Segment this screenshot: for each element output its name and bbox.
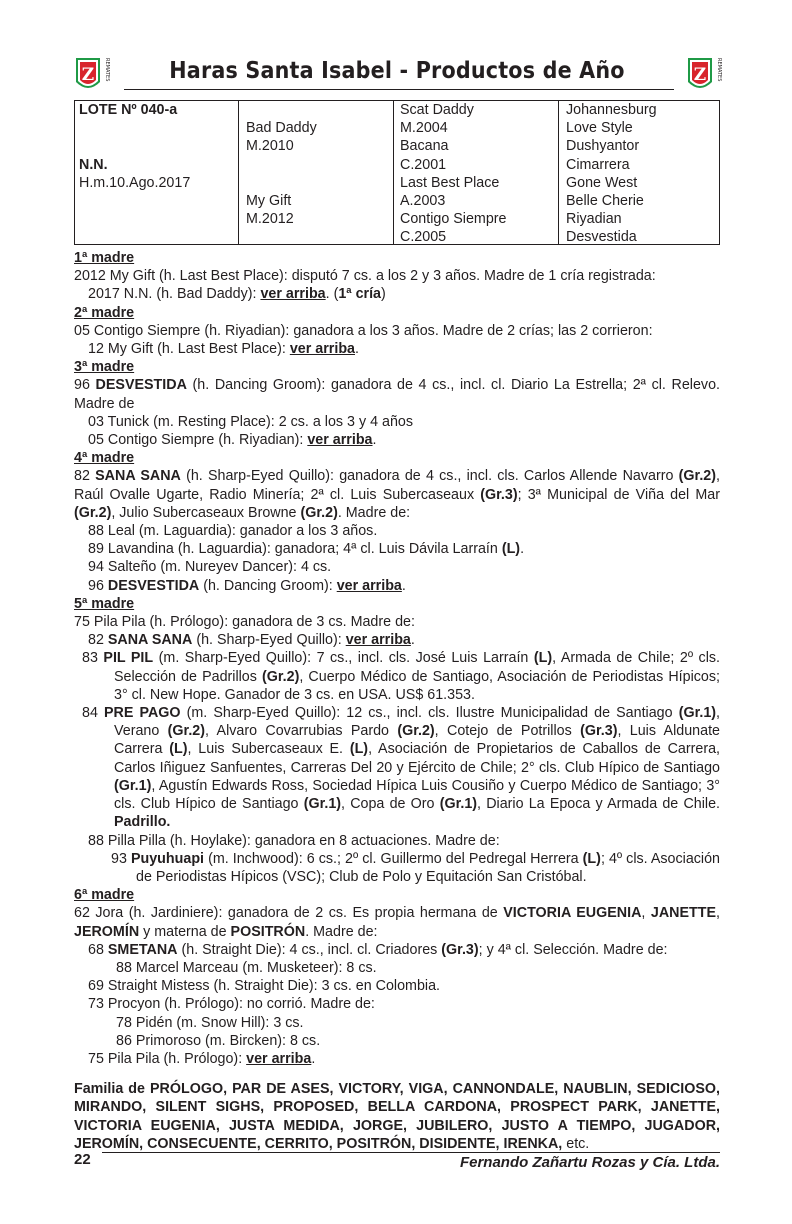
entry-line: 94 Salteño (m. Nureyev Dancer): 4 cs. bbox=[88, 559, 332, 576]
ver-arriba-ref: ver arriba bbox=[336, 577, 402, 594]
pedigree-cell: Last Best Place bbox=[400, 174, 500, 191]
pedigree-cell: A.2003 bbox=[400, 192, 446, 209]
pedigree-parents-column bbox=[246, 101, 317, 228]
pedigree-table bbox=[74, 100, 720, 245]
horse-name: N.N. bbox=[79, 156, 108, 173]
entry-line: 2017 N.N. (h. Bad Daddy): ver arriba. (1ª cría) bbox=[88, 286, 386, 303]
pedigree-cell: M.2004 bbox=[400, 120, 448, 137]
entry-line: 12 My Gift (h. Last Best Place): ver arriba. bbox=[88, 341, 359, 358]
horse-info: H.m.10.Ago.2017 bbox=[79, 174, 191, 191]
pedigree-cell: Contigo Siempre bbox=[400, 211, 507, 228]
section-heading: 1ª madre bbox=[74, 250, 135, 266]
pedigree-cell: Desvestida bbox=[566, 229, 637, 246]
entry-line: 78 Pidén (m. Snow Hill): 3 cs. bbox=[116, 1014, 304, 1031]
pedigree-divider bbox=[558, 101, 559, 244]
pedigree-cell: Johannesburg bbox=[566, 102, 657, 118]
entry-paragraph: 93 Puyuhuapi (m. Inchwood): 6 cs.; 2º cl. Guillermo del Pedregal Herrera (L); 4º cls. Asociación de Periodistas Hípicos (VSC); Club de Polo y Equitación San Cristóbal. bbox=[111, 850, 721, 885]
entry-paragraph: 62 Jora (h. Jardiniere): ganadora de 2 cs. Es propia hermana de VICTORIA EUGENIA, JANETTE, JEROMÍN y materna de POSITRÓN. Madre de: bbox=[74, 905, 721, 940]
footer-rule bbox=[102, 1152, 720, 1153]
pedigree-cell: C.2001 bbox=[400, 156, 447, 173]
entry-line: 88 Leal (m. Laguardia): ganador a los 3 años. bbox=[88, 523, 378, 540]
ver-arriba-ref: ver arriba bbox=[289, 341, 356, 358]
pedigree-cell: Love Style bbox=[566, 120, 633, 137]
svg-text:Z: Z bbox=[81, 65, 95, 85]
entry-line: 03 Tunick (m. Resting Place): 2 cs. a los 3 y 4 años bbox=[88, 413, 414, 430]
remates-logo-right bbox=[682, 54, 726, 96]
entry-line: 89 Lavandina (h. Laguardia): ganadora; 4ª cl. Luis Dávila Larraín (L). bbox=[88, 541, 525, 558]
ver-arriba-ref: ver arriba bbox=[345, 632, 411, 649]
pedigree-grandparents-column bbox=[400, 101, 507, 247]
ver-arriba-ref: ver arriba bbox=[246, 1050, 312, 1067]
svg-text:Z: Z bbox=[693, 65, 707, 85]
company-name: Fernando Zañartu Rozas y Cía. Ltda. bbox=[459, 1154, 720, 1171]
ver-arriba-ref: ver arriba bbox=[260, 286, 326, 303]
svg-text:REMATES: REMATES bbox=[716, 58, 722, 82]
entry-paragraph: 83 PIL PIL (m. Sharp-Eyed Quillo): 7 cs., incl. cls. José Luis Larraín (L), Armada de Chile; 2º cls. Selección de Padrillos (Gr.2), Cuerpo Médico de Santiago, Asociación de Periodistas Hípicos; 3° cl. New Hope. Ganador de 3 cs. en USA. US$ 61.353. bbox=[82, 650, 721, 703]
section-heading: 6ª madre bbox=[74, 887, 135, 904]
ver-arriba-ref: ver arriba bbox=[307, 432, 373, 449]
pedigree-cell: Riyadian bbox=[566, 211, 622, 228]
pedigree-cell: Cimarrera bbox=[566, 156, 630, 173]
entry-line: 05 Contigo Siempre (h. Riyadian): ver arriba. bbox=[88, 432, 377, 449]
page-header bbox=[74, 52, 720, 100]
entry-line: 96 DESVESTIDA (h. Dancing Groom): ver arriba. bbox=[88, 577, 406, 594]
entry-line: 05 Contigo Siempre (h. Riyadian): ganadora a los 3 años. Madre de 2 crías; las 2 corrieron: bbox=[74, 322, 653, 339]
pedigree-cell: Bacana bbox=[400, 138, 449, 155]
dam-name: My Gift bbox=[246, 192, 292, 209]
dam-year: M.2012 bbox=[246, 211, 294, 228]
page-footer bbox=[74, 1151, 720, 1175]
section-heading: 3ª madre bbox=[74, 359, 135, 376]
pedigree-greatgrandparents-column bbox=[566, 101, 657, 247]
sire-year: M.2010 bbox=[246, 138, 294, 155]
pedigree-cell: Scat Daddy bbox=[400, 102, 474, 118]
header-rule bbox=[124, 89, 674, 90]
entry-line: 75 Pila Pila (h. Prólogo): ver arriba. bbox=[88, 1050, 316, 1067]
pedigree-cell: Dushyantor bbox=[566, 138, 640, 155]
entry-line: 88 Pilla Pilla (h. Hoylake): ganadora en 8 actuaciones. Madre de: bbox=[88, 832, 500, 849]
entry-line: 88 Marcel Marceau (m. Musketeer): 8 cs. bbox=[116, 959, 377, 976]
sire-name: Bad Daddy bbox=[246, 120, 317, 137]
pedigree-cell: C.2005 bbox=[400, 229, 447, 246]
entry-line: 82 SANA SANA (h. Sharp-Eyed Quillo): ver arriba. bbox=[88, 632, 415, 649]
entry-line: 75 Pila Pila (h. Prólogo): ganadora de 3 cs. Madre de: bbox=[74, 614, 415, 631]
pedigree-cell: Belle Cherie bbox=[566, 192, 644, 209]
entry-line: 86 Primoroso (m. Bircken): 8 cs. bbox=[116, 1032, 321, 1049]
entry-paragraph: 84 PRE PAGO (m. Sharp-Eyed Quillo): 12 cs., incl. cls. Ilustre Municipalidad de Santiago (Gr.1), Verano (Gr.2), Alvaro Covarrubias Pardo (Gr.2), Cotejo de Potrillos (Gr.3), Luis Aldunate Carrera (L), Luis Subercaseaux E. (L), Asociación de Propietarios de Caballos de Carrera, Carlos Iñiguez Sanfuentes, Carreras Del 20 y Ejército de Chile; 2° cls. Club Hípico de Santiago (Gr.1), Agustín Edwards Ross, Sociedad Hípica Luis Cousiño y Cuerpo Médico de Santiago; 3° cls. Club Hípico de Santiago (Gr.1), Copa de Oro (Gr.1), Diario La Epoca y Armada de Chile. Padrillo. bbox=[82, 705, 721, 831]
lot-number: LOTE Nº 040-a bbox=[79, 102, 178, 118]
page-title: Haras Santa Isabel - Productos de Año bbox=[169, 58, 625, 84]
pedigree-divider bbox=[393, 101, 394, 244]
entry-line: 96 DESVESTIDA (h. Dancing Groom): ganadora de 4 cs., incl. cl. Diario La Estrella; 2ª cl. Relevo. Madre de bbox=[74, 377, 720, 412]
pedigree-divider bbox=[238, 101, 239, 244]
entry-line: 73 Procyon (h. Prólogo): no corrió. Madre de: bbox=[88, 996, 375, 1013]
entry-line: 69 Straight Mistess (h. Straight Die): 3 cs. en Colombia. bbox=[88, 978, 441, 995]
pedigree-subject-column bbox=[79, 101, 190, 192]
section-heading: 4ª madre bbox=[74, 450, 135, 467]
svg-text:REMATES: REMATES bbox=[104, 58, 110, 82]
entry-paragraph: 82 SANA SANA (h. Sharp-Eyed Quillo): ganadora de 4 cs., incl. cls. Carlos Allende Navarro (Gr.2), Raúl Ovalle Ugarte, Radio Minería; 2ª cl. Luis Subercaseaux (Gr.3); 3ª Municipal de Viña del Mar (Gr.2), Julio Subercaseaux Browne (Gr.2). Madre de: bbox=[74, 468, 720, 521]
entry-line: 2012 My Gift (h. Last Best Place): disputó 7 cs. a los 2 y 3 años. Madre de 1 cría registrada: bbox=[74, 268, 656, 285]
page bbox=[74, 52, 720, 1153]
entry-line: 68 SMETANA (h. Straight Die): 4 cs., incl. cl. Criadores (Gr.3); y 4ª cl. Selección. Madre de: bbox=[88, 941, 668, 958]
pedigree-cell: Gone West bbox=[566, 174, 638, 191]
section-heading: 5ª madre bbox=[74, 595, 135, 612]
family-summary: Familia de PRÓLOGO, PAR DE ASES, VICTORY, VIGA, CANNONDALE, NAUBLIN, SEDICIOSO, MIRANDO, SILENT SIGHS, PROPOSED, BELLA CARDONA, PROSPECT PARK, JANETTE, VICTORIA EUGENIA, JUSTA MEDIDA, JORGE, JUBILERO, JUSTO A TIEMPO, JUGADOR, JEROMÍN, CONSECUENTE, CERRITO, POSITRÓN, DISIDENTE, IRENKA, etc. bbox=[74, 1081, 720, 1152]
page-number: 22 bbox=[74, 1151, 91, 1168]
catalog-body bbox=[74, 249, 720, 1068]
section-heading: 2ª madre bbox=[74, 304, 135, 321]
